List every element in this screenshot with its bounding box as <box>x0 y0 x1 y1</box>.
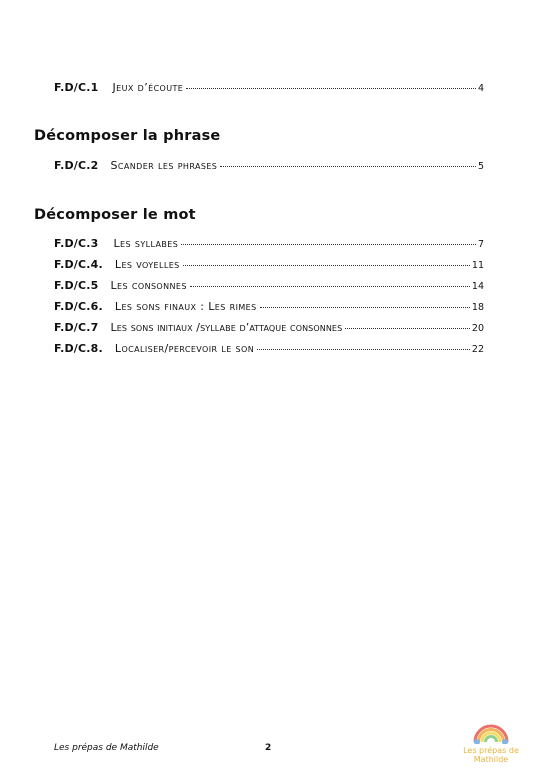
logo-text-line1: Les prépas de <box>463 746 519 755</box>
toc-entry-code: F.D/C.1 <box>54 81 99 94</box>
toc-entry-code: F.D/C.4. <box>54 258 103 271</box>
toc-entry-code: F.D/C.7 <box>54 321 99 334</box>
toc-entry[interactable] <box>54 342 484 358</box>
logo-text <box>458 746 524 764</box>
toc-entry-title: Jeux d’écoute <box>112 81 184 94</box>
toc-entry-title: Les syllabes <box>113 237 179 250</box>
toc-entry-title: Les consonnes <box>110 279 187 292</box>
toc-entry[interactable] <box>54 279 484 295</box>
toc-entry-code: F.D/C.8. <box>54 342 103 355</box>
toc-entry-page: 18 <box>471 302 484 313</box>
toc-leader-dots <box>257 349 470 350</box>
toc-leader-dots <box>183 265 470 266</box>
toc-entry-page: 5 <box>477 161 484 172</box>
toc-entry-page: 20 <box>471 323 484 334</box>
toc-entry[interactable] <box>54 237 484 253</box>
toc-entry-title: Les sons finaux : Les rimes <box>114 300 257 313</box>
toc-entry-code: F.D/C.5 <box>54 279 99 292</box>
toc-entry-page: 7 <box>477 239 484 250</box>
toc-entry-page: 14 <box>471 281 484 292</box>
toc-entry-title: Scander les phrases <box>110 159 218 172</box>
toc-leader-dots <box>186 88 476 89</box>
toc-leader-dots <box>220 166 476 167</box>
toc-entry-code: F.D/C.3 <box>54 237 99 250</box>
section-heading: Décomposer la phrase <box>34 128 221 144</box>
footer-title: Les prépas de Mathilde <box>54 743 159 753</box>
toc-entry-page: 22 <box>471 344 484 355</box>
toc-entry-title: Les voyelles <box>114 258 180 271</box>
toc-entry-page: 4 <box>477 83 484 94</box>
toc-entry[interactable] <box>54 159 484 175</box>
toc-entry-page: 11 <box>471 260 484 271</box>
rainbow-icon <box>471 722 511 744</box>
toc-leader-dots <box>345 328 470 329</box>
toc-entry-title: Localiser/percevoir le son <box>114 342 255 355</box>
footer-page-number: 2 <box>265 743 272 753</box>
toc-entry-code: F.D/C.2 <box>54 159 99 172</box>
toc-leader-dots <box>260 307 470 308</box>
toc-entry-code: F.D/C.6. <box>54 300 103 313</box>
toc-leader-dots <box>190 286 470 287</box>
section-heading: Décomposer le mot <box>34 207 196 223</box>
toc-entry[interactable] <box>54 258 484 274</box>
toc-entry[interactable] <box>54 81 484 97</box>
brand-logo <box>458 722 524 774</box>
logo-text-line2: Mathilde <box>473 755 509 764</box>
toc-entry-title: Les sons initiaux /syllabe d’attaque consonnes <box>110 321 343 334</box>
toc-entry[interactable] <box>54 321 484 337</box>
toc-entry[interactable] <box>54 300 484 316</box>
toc-leader-dots <box>181 244 476 245</box>
